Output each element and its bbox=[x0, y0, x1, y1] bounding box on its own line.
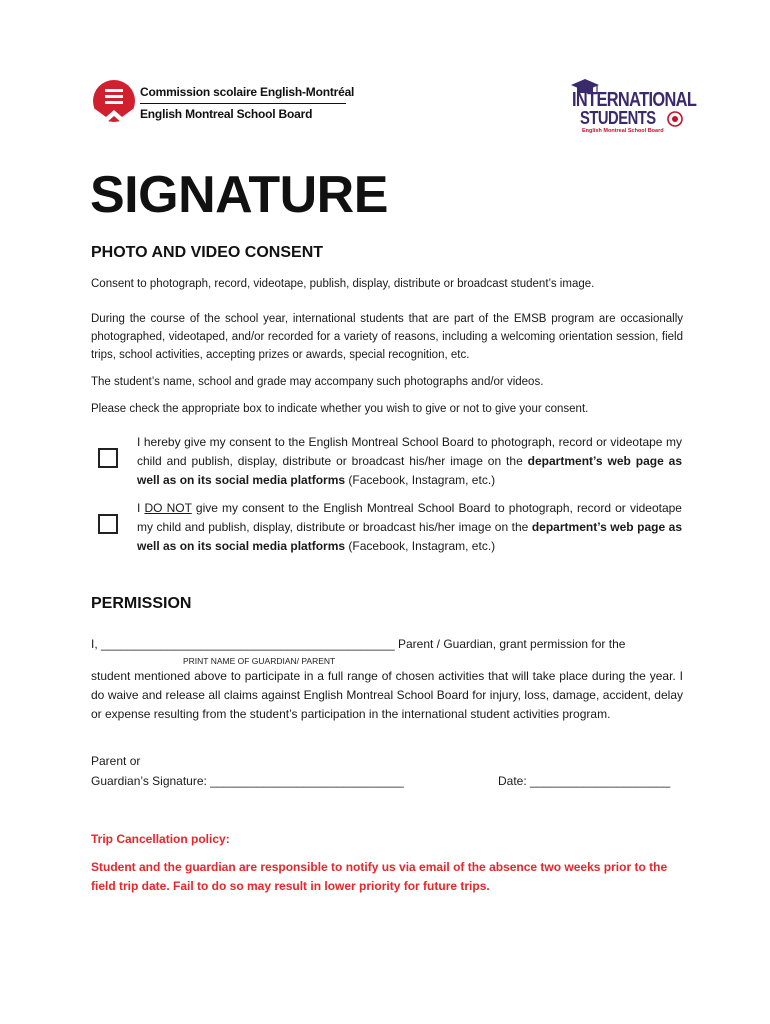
consent-intro: Consent to photograph, record, videotape, publish, display, distribute or broadcast student’s image. bbox=[91, 278, 595, 290]
consent-instructions: Please check the appropriate box to indicate whether you wish to give or not to give your consent. bbox=[91, 403, 589, 415]
no-consent-lead: I bbox=[137, 501, 141, 515]
intl-logo-line1: INTERNATIONAL bbox=[572, 89, 697, 111]
emsb-logo-mark bbox=[92, 79, 136, 127]
emsb-name-fr: Commission scolaire English-Montréal bbox=[140, 85, 355, 99]
intl-logo-line3: English Montreal School Board bbox=[582, 128, 664, 134]
consent-name-note: The student’s name, school and grade may accompany such photographs and/or videos. bbox=[91, 376, 544, 388]
give-consent-tail: (Facebook, Instagram, etc.) bbox=[348, 473, 496, 487]
consent-heading: PHOTO AND VIDEO CONSENT bbox=[91, 244, 324, 261]
intl-logo-line2: STUDENTS bbox=[580, 108, 656, 128]
give-consent-option bbox=[137, 433, 682, 490]
consent-paragraph: During the course of the school year, international students that are part of the EMSB program are occasionally photographed, videotaped, and/or recorded for a variety of reasons, including a welcoming orientation session, field trips, school activities, accepting prizes or awards, special recognition, etc. bbox=[91, 313, 683, 361]
give-consent-bold: department’s web page as well as on its social media platforms bbox=[137, 454, 682, 487]
no-consent-checkbox[interactable] bbox=[98, 514, 118, 534]
guardian-name-label: PRINT NAME OF GUARDIAN/ PARENT bbox=[183, 656, 336, 666]
international-students-logo bbox=[568, 78, 700, 138]
page-title: SIGNATURE bbox=[90, 166, 388, 224]
permission-heading: PERMISSION bbox=[91, 595, 192, 612]
globe-icon bbox=[667, 111, 683, 127]
emsb-name-en: English Montreal School Board bbox=[140, 107, 313, 121]
give-consent-text: I hereby give my consent to the English Montreal School Board to photograph, record or videotape my child and publish, display, distribute or broadcast his/her image on the bbox=[137, 435, 682, 468]
date-field[interactable]: Date: _____________________ bbox=[498, 774, 671, 788]
no-consent-text: give my consent to the English Montreal School Board to photograph, record or videotape my child and publish, display, distribute or broadcast his/her image on the bbox=[137, 501, 682, 534]
guardian-name-line[interactable]: I, ____________________________________________ Parent / Guardian, grant permission for the bbox=[91, 637, 626, 651]
no-consent-underlined: DO NOT bbox=[144, 501, 192, 515]
emsb-logo bbox=[92, 79, 362, 129]
no-consent-tail: (Facebook, Instagram, etc.) bbox=[348, 539, 496, 553]
give-consent-checkbox[interactable] bbox=[98, 448, 118, 468]
no-consent-bold: department’s web page as well as on its social media platforms bbox=[137, 520, 682, 553]
no-consent-option bbox=[137, 499, 682, 556]
policy-text: Student and the guardian are responsible to notify us via email of the absence two weeks prior to the field trip date. Fail to do so may result in lower priority for future trips. bbox=[91, 860, 668, 893]
policy-heading: Trip Cancellation policy: bbox=[91, 832, 230, 846]
emsb-divider bbox=[140, 103, 346, 104]
guardian-signature-field[interactable]: Guardian’s Signature: _____________________________ bbox=[91, 774, 404, 788]
signature-label-line1: Parent or bbox=[91, 754, 141, 768]
permission-body: student mentioned above to participate in a full range of chosen activities that will take place during the year. I do waive and release all claims against English Montreal School Board for injury, loss, damage, accident, delay or expense resulting from the student’s participation in the international student activities program. bbox=[91, 669, 683, 721]
